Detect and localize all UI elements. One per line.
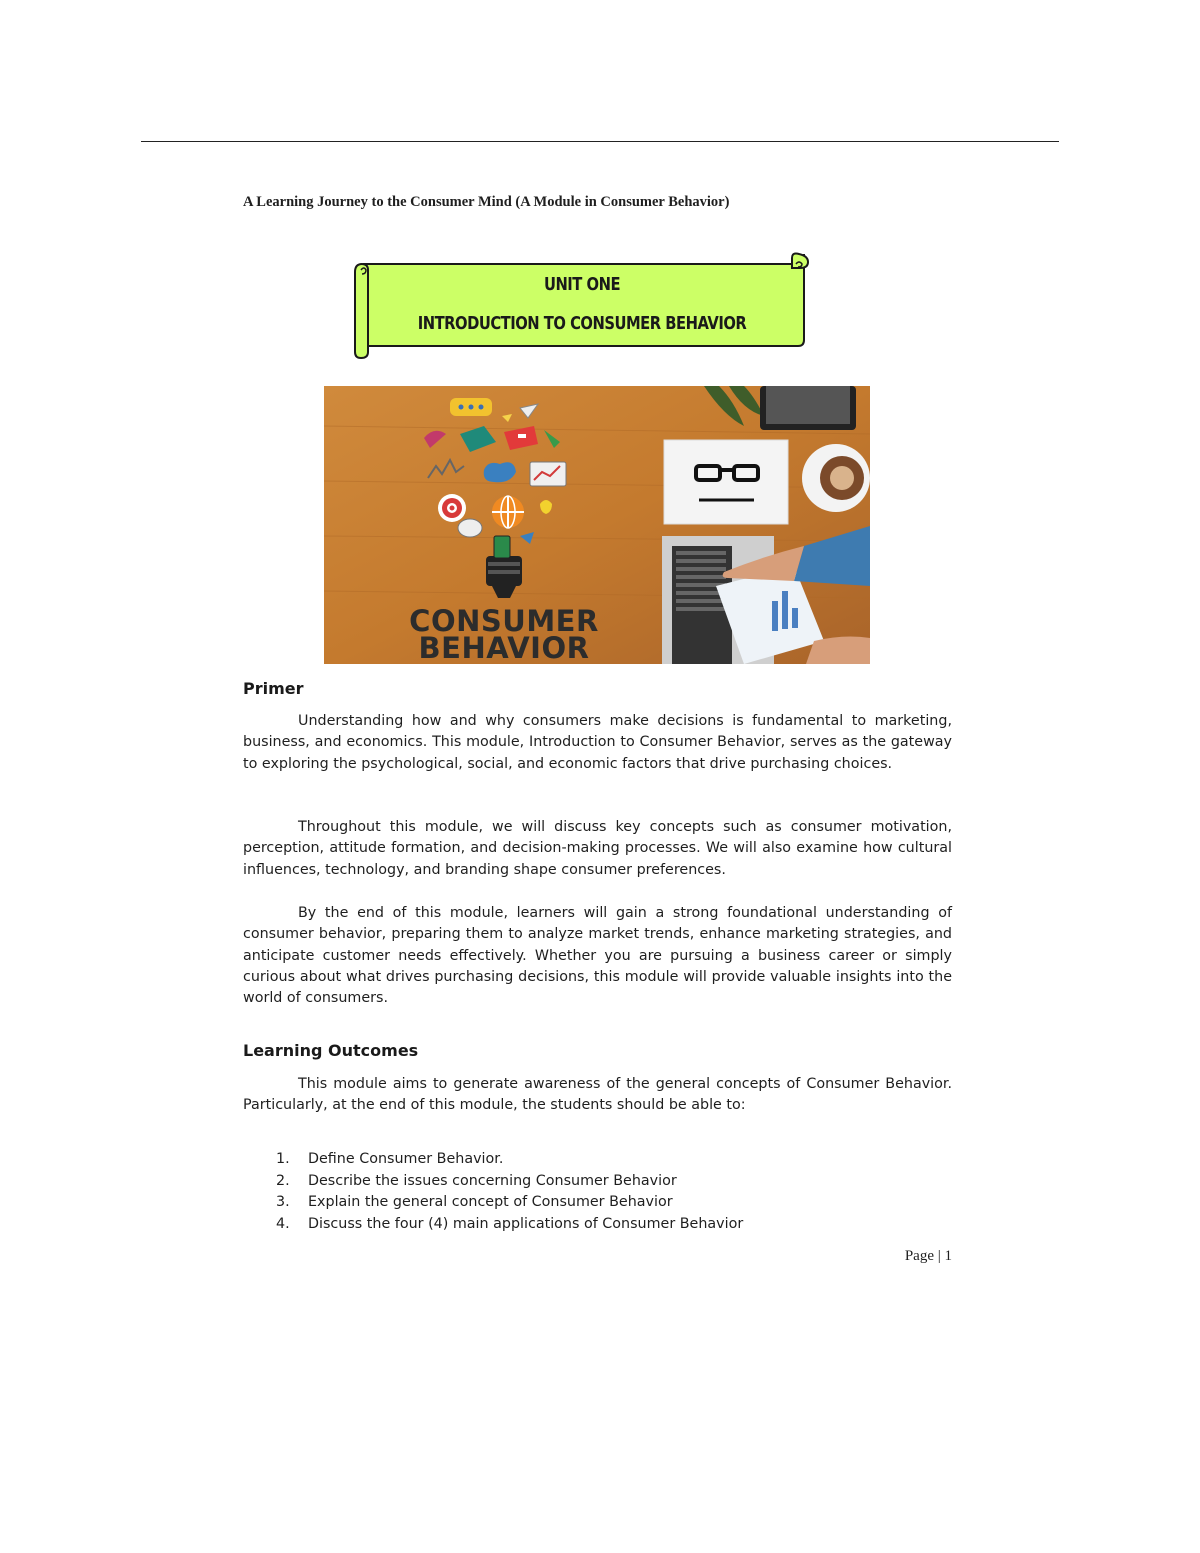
list-item-number: 4. [276,1215,290,1232]
list-item [243,1171,952,1193]
list-item [243,1214,952,1236]
header-rule [141,141,1059,142]
list-item [243,1192,952,1214]
list-item [243,1149,952,1171]
unit-title-banner [352,250,812,360]
page-number: Page | 1 [904,1248,952,1264]
learning-outcomes-heading: Learning Outcomes [243,1041,419,1060]
notepad [664,440,788,524]
list-item-text: Describe the issues concerning Consumer Behavior [308,1172,677,1189]
list-item-text: Define Consumer Behavior. [308,1151,504,1167]
primer-paragraph-1: Understanding how and why consumers make decisions is fundamental to marketing, business, and economics. This module, Introduction to Consumer Behavior, serves as the gateway to exploring the psychological, social, and economic factors that drive purchasing choices. [243,713,952,772]
learning-outcomes-list [243,1149,952,1235]
learning-outcomes-intro: This module aims to generate awareness of the general concepts of Consumer Behavior. Particularly, at the end of this module, the students should be able to: [243,1076,952,1114]
primer-paragraph-3: By the end of this module, learners will gain a strong foundational understanding of consumer behavior, preparing them to analyze market trends, enhance marketing strategies, and anticipate customer needs effectively. Whether you are pursuing a business career or simply curious about what drives purchasing decisions, this module will provide valuable insights into the world of consumers. [243,905,952,1007]
consumer-behavior-image [324,386,870,664]
list-item-number: 3. [276,1194,290,1211]
list-item-number: 1. [276,1151,290,1167]
list-item-number: 2. [276,1172,290,1189]
hero-title-line2: BEHAVIOR [418,631,590,664]
banner-unit-title: INTRODUCTION TO CONSUMER BEHAVIOR [417,313,747,334]
primer-paragraph-2: Throughout this module, we will discuss key concepts such as consumer motivation, perception, attitude formation, and decision-making processes. We will also examine how cultural influences, technology, and branding shape consumer preferences. [243,819,952,878]
banner-unit-label: UNIT ONE [543,274,621,295]
running-header: A Learning Journey to the Consumer Mind (A Module in Consumer Behavior) [243,194,730,210]
primer-heading: Primer [243,679,304,698]
list-item-text: Discuss the four (4) main applications of Consumer Behavior [308,1215,744,1232]
list-item-text: Explain the general concept of Consumer Behavior [308,1194,673,1211]
hero-title-line1: CONSUMER [409,604,599,638]
scroll-shape [352,250,812,360]
